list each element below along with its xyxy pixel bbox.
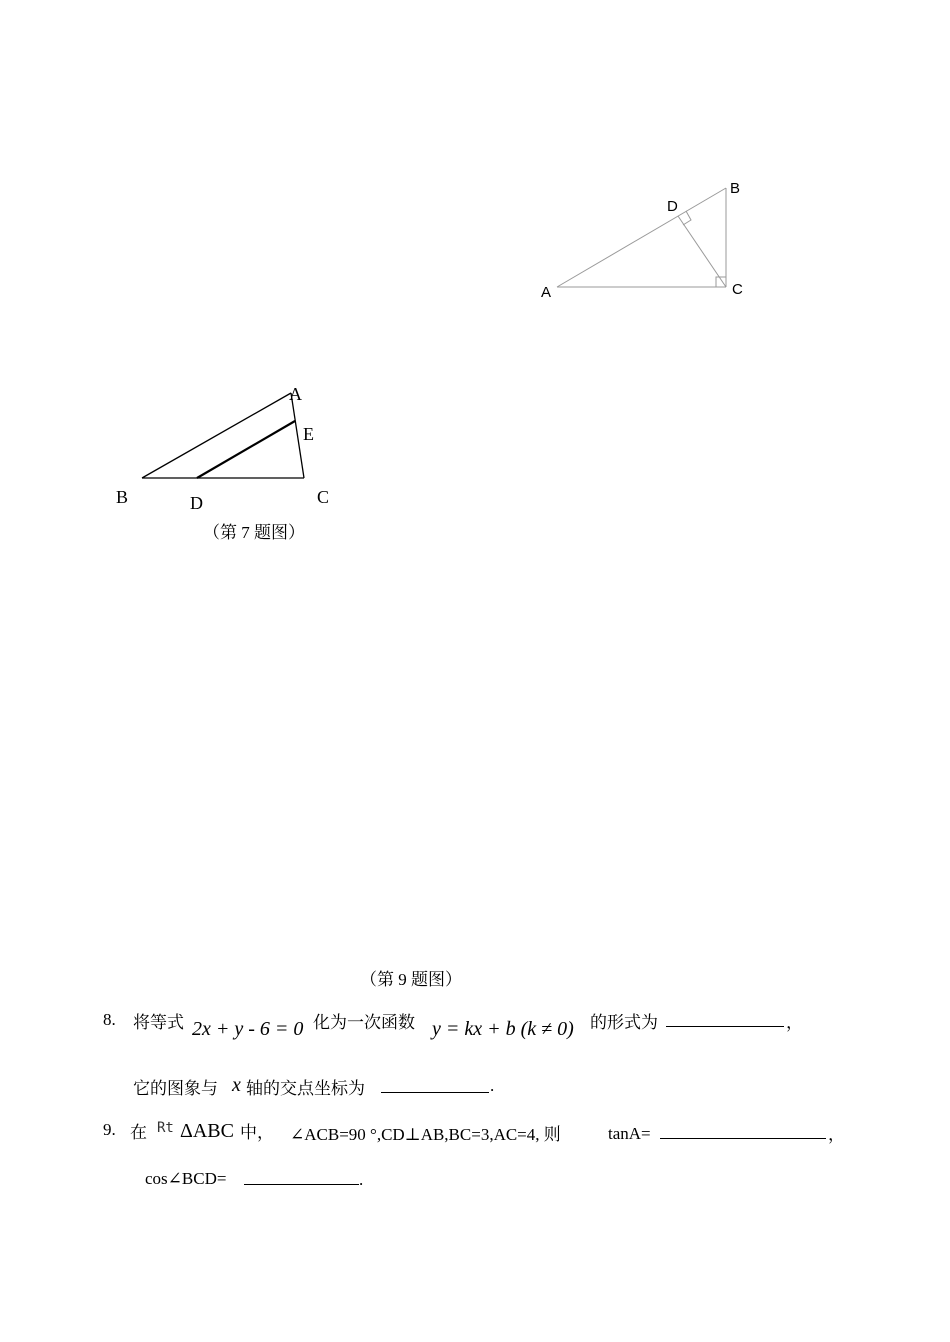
- fig7-caption: （第 7 题图）: [203, 523, 305, 542]
- q9-number: 9.: [103, 1120, 116, 1139]
- fig7-segment-DE: [197, 421, 295, 478]
- q8-answer-blank-1[interactable]: [666, 1008, 784, 1027]
- q8-text-2: 化为一次函数: [313, 1013, 415, 1032]
- fig7-label-E: E: [303, 424, 314, 444]
- q8-period: .: [490, 1076, 495, 1095]
- q8-comma: ，: [786, 1013, 803, 1032]
- q9-answer-blank-cos[interactable]: [244, 1166, 359, 1185]
- q9-text-1: 在: [130, 1123, 147, 1142]
- q9-triangle-abc: ΔABC: [180, 1120, 234, 1142]
- q9-cos-label: cos∠BCD=: [145, 1169, 227, 1188]
- fig7-label-A: A: [289, 384, 302, 404]
- q8-text-3: 的形式为: [590, 1013, 658, 1032]
- q8-text-1: 将等式: [133, 1013, 184, 1032]
- fig7-label-B: B: [116, 487, 129, 507]
- fig7-label-D: D: [190, 493, 203, 513]
- q9-rt: Rt: [157, 1120, 174, 1136]
- fig9-label-B: B: [730, 180, 741, 197]
- fig9-label-D: D: [667, 198, 678, 215]
- q9-comma: ，: [828, 1125, 845, 1144]
- q9-condition: ∠ACB=90 °,CD⊥AB,BC=3,AC=4, 则: [290, 1125, 561, 1144]
- q8-answer-blank-2[interactable]: [381, 1074, 489, 1093]
- q9-text-2: 中，: [240, 1123, 274, 1142]
- q9-answer-blank-tan[interactable]: [660, 1120, 826, 1139]
- q8-function-form: y = kx + b (k ≠ 0): [432, 1018, 574, 1040]
- q8-line2-text-a: 它的图象与: [133, 1079, 218, 1098]
- figure-7-diagram: [0, 0, 950, 560]
- q9-period: .: [359, 1170, 364, 1189]
- fig9-label-C: C: [732, 281, 743, 298]
- q8-line2-text-b: 轴的交点坐标为: [246, 1079, 365, 1098]
- q8-number: 8.: [103, 1010, 116, 1029]
- q8-variable-x: x: [232, 1074, 241, 1096]
- fig9-label-A: A: [541, 284, 552, 301]
- fig9-caption: （第 9 题图）: [360, 970, 462, 989]
- q9-tan-label: tanA=: [608, 1124, 651, 1143]
- q8-equation: 2x + y - 6 = 0: [192, 1018, 304, 1040]
- fig7-label-C: C: [317, 487, 330, 507]
